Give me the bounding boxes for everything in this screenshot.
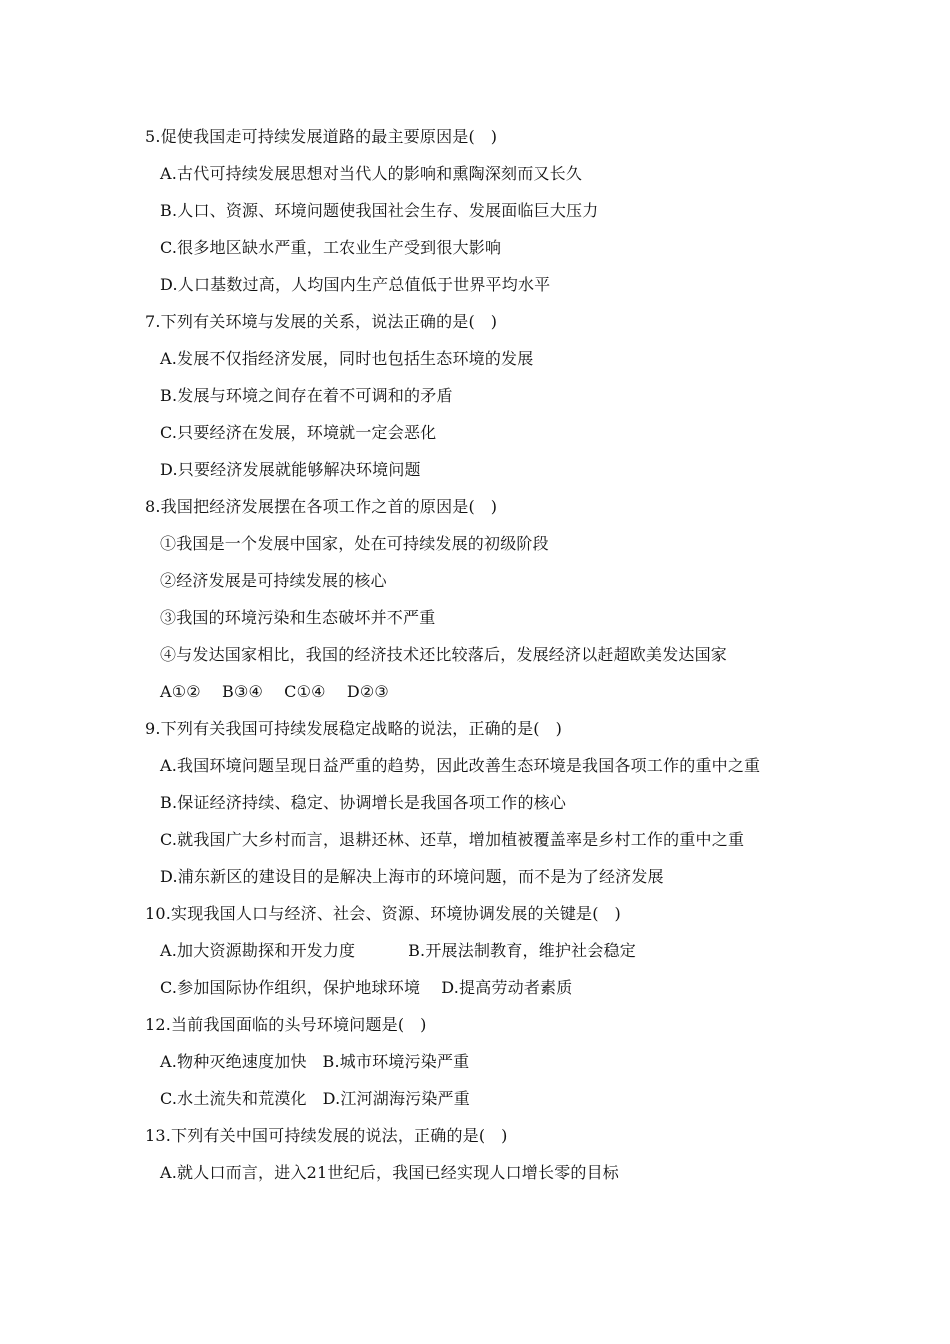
- question-5-option-c: C.很多地区缺水严重，工农业生产受到很大影响: [160, 238, 502, 257]
- question-10-options-ab: A.加大资源勘探和开发力度 B.开展法制教育，维护社会稳定: [160, 941, 636, 960]
- question-8-stem: 8.我国把经济发展摆在各项工作之首的原因是( ): [145, 497, 498, 516]
- question-7-option-d: D.只要经济发展就能够解决环境问题: [160, 460, 421, 479]
- question-5-option-a: A.古代可持续发展思想对当代人的影响和熏陶深刻而又长久: [160, 164, 583, 183]
- question-7-option-a: A.发展不仅指经济发展，同时也包括生态环境的发展: [160, 349, 534, 368]
- question-9-stem: 9.下列有关我国可持续发展稳定战略的说法，正确的是( ): [145, 719, 563, 738]
- question-7-stem: 7.下列有关环境与发展的关系，说法正确的是( ): [145, 312, 498, 331]
- question-12-options-ab: A.物种灭绝速度加快 B.城市环境污染严重: [160, 1052, 470, 1071]
- question-13-stem: 13.下列有关中国可持续发展的说法，正确的是( ): [145, 1126, 508, 1145]
- question-8-statement-1: ①我国是一个发展中国家，处在可持续发展的初级阶段: [160, 534, 549, 553]
- question-10-options-cd: C.参加国际协作组织，保护地球环境 D.提高劳动者素质: [160, 978, 573, 997]
- question-13-option-a: A.就人口而言，进入21世纪后，我国已经实现人口增长零的目标: [160, 1163, 620, 1182]
- question-9-option-d: D.浦东新区的建设目的是解决上海市的环境问题，而不是为了经济发展: [160, 867, 664, 886]
- question-12-stem: 12.当前我国面临的头号环境问题是( ): [145, 1015, 427, 1034]
- question-9-option-b: B.保证经济持续、稳定、协调增长是我国各项工作的核心: [160, 793, 567, 812]
- question-9-option-c: C.就我国广大乡村而言，退耕还林、还草，增加植被覆盖率是乡村工作的重中之重: [160, 830, 745, 849]
- question-8-statement-3: ③我国的环境污染和生态破坏并不严重: [160, 608, 436, 627]
- question-8-statement-4: ④与发达国家相比，我国的经济技术还比较落后，发展经济以赶超欧美发达国家: [160, 645, 728, 664]
- question-5-stem: 5.促使我国走可持续发展道路的最主要原因是( ): [145, 127, 498, 146]
- question-12-options-cd: C.水土流失和荒漠化 D.江河湖海污染严重: [160, 1089, 470, 1108]
- question-5-option-b: B.人口、资源、环境问题使我国社会生存、发展面临巨大压力: [160, 201, 599, 220]
- question-8-statement-2: ②经济发展是可持续发展的核心: [160, 571, 387, 590]
- question-9-option-a: A.我国环境问题呈现日益严重的趋势，因此改善生态环境是我国各项工作的重中之重: [160, 756, 761, 775]
- question-7-option-c: C.只要经济在发展，环境就一定会恶化: [160, 423, 437, 442]
- question-7-option-b: B.发展与环境之间存在着不可调和的矛盾: [160, 386, 453, 405]
- question-8-choices: A①② B③④ C①④ D②③: [160, 682, 389, 701]
- question-10-stem: 10.实现我国人口与经济、社会、资源、环境协调发展的关键是( ): [145, 904, 621, 923]
- question-5-option-d: D.人口基数过高，人均国内生产总值低于世界平均水平: [160, 275, 551, 294]
